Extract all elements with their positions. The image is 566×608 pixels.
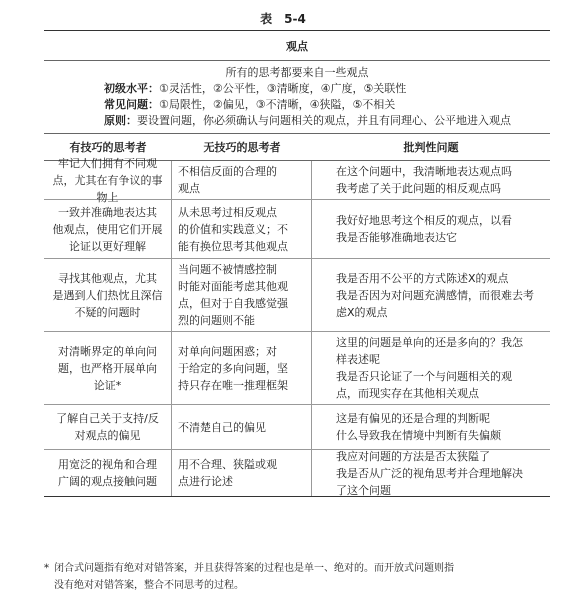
table-row bbox=[44, 332, 550, 405]
table-body bbox=[44, 156, 550, 497]
table-row bbox=[44, 156, 550, 204]
question-cell bbox=[312, 259, 550, 331]
table-title: 观点 bbox=[44, 31, 550, 61]
question-cell-line: 什么导致我在情境中判断有失偏颇 bbox=[336, 429, 501, 442]
skilled-cell-line: 他观点，使用它们开展 bbox=[52, 222, 163, 236]
unskilled-cell bbox=[172, 259, 312, 331]
question-cell-line: 我是否因为对问题充满感情，而很难去考 bbox=[336, 288, 534, 302]
skilled-cell-line: 用宽泛的视角和合理 bbox=[58, 458, 157, 471]
question-cell-line: 我是否只论证了一个与问题相关的观 bbox=[336, 370, 512, 383]
footnote-marker: * bbox=[44, 563, 49, 574]
question-cell bbox=[312, 450, 550, 496]
skilled-cell-line: 牢记人们拥有不同观 bbox=[58, 156, 157, 170]
table-intro bbox=[44, 61, 550, 134]
skilled-cell bbox=[44, 259, 172, 331]
skilled-cell-line: 对清晰界定的单向问 bbox=[58, 344, 157, 358]
question-cell bbox=[312, 161, 550, 199]
question-cell bbox=[312, 405, 550, 449]
skilled-cell-line: 寻找其他观点，尤其 bbox=[58, 271, 157, 285]
table-caption: 表 5-4 bbox=[260, 12, 306, 26]
unskilled-cell bbox=[172, 450, 312, 496]
skilled-cell-line: 广阔的观点接触问题 bbox=[58, 475, 157, 488]
unskilled-cell-line: 不清楚自己的偏见 bbox=[178, 420, 266, 434]
question-cell-line: 在这个问题中，我清晰地表达观点吗 bbox=[336, 165, 512, 178]
unskilled-cell-line: 点，但对于自我感觉强 bbox=[178, 297, 288, 310]
skilled-cell-line: 论证* bbox=[93, 378, 122, 392]
unskilled-cell-line: 持只存在唯一推理框架 bbox=[178, 378, 288, 392]
skilled-cell bbox=[44, 156, 172, 204]
unskilled-cell-line: 点进行论述 bbox=[178, 475, 233, 488]
skilled-cell bbox=[44, 405, 172, 449]
skilled-cell-line: 一致并准确地表达其 bbox=[58, 205, 157, 219]
footnote-line: 没有绝对对错答案，整合不同思考的过程。 bbox=[54, 580, 244, 591]
skilled-cell bbox=[44, 332, 172, 404]
question-cell-line: 样表述呢 bbox=[336, 353, 380, 366]
skilled-cell-line: 点，尤其在有争议的事物上 bbox=[52, 173, 163, 204]
unskilled-cell-line: 观点 bbox=[178, 182, 200, 195]
question-cell-line: 这是有偏见的还是合理的判断呢 bbox=[336, 412, 490, 425]
intro-issues: 常见问题：①局限性，②偏见，③不清晰，④狭隘，⑤不相关 bbox=[104, 98, 396, 111]
skilled-cell-line: 论证以更好理解 bbox=[69, 239, 146, 253]
unskilled-cell bbox=[172, 405, 312, 449]
question-cell-line: 我是否用不公平的方式陈述X的观点 bbox=[336, 271, 509, 285]
table-row bbox=[44, 405, 550, 450]
unskilled-cell bbox=[172, 332, 312, 404]
header-questions: 批判性问题 bbox=[403, 141, 459, 154]
question-cell-line: 了这个问题 bbox=[336, 483, 391, 497]
intro-lead: 所有的思考都要来自一些观点 bbox=[225, 66, 369, 79]
question-cell-line: 我应对问题的方法是否太狭隘了 bbox=[336, 449, 490, 463]
intro-level: 初级水平：①灵活性，②公平性，③清晰度，④广度，⑤关联性 bbox=[104, 82, 407, 95]
question-cell-line: 我考虑了关于此问题的相反观点吗 bbox=[336, 182, 501, 195]
unskilled-cell-line: 当问题不被情感控制 bbox=[178, 263, 277, 276]
unskilled-cell-line: 烈的问题则不能 bbox=[178, 314, 255, 327]
viewpoint-table bbox=[44, 30, 550, 497]
unskilled-cell-line: 能有换位思考其他观点 bbox=[178, 239, 288, 253]
unskilled-cell-line: 从未思考过相反观点 bbox=[178, 205, 277, 219]
unskilled-cell-line: 于给定的多向问题，坚 bbox=[178, 361, 288, 375]
header-unskilled: 无技巧的思考者 bbox=[203, 141, 281, 154]
footnote bbox=[44, 560, 554, 594]
table-row bbox=[44, 450, 550, 496]
skilled-cell-line: 题，也严格开展单向 bbox=[58, 361, 157, 375]
skilled-cell bbox=[44, 200, 172, 258]
unskilled-cell bbox=[172, 161, 312, 199]
unskilled-cell-line: 对单向问题困惑；对 bbox=[178, 344, 277, 358]
skilled-cell-line: 对观点的偏见 bbox=[74, 429, 141, 442]
unskilled-cell bbox=[172, 200, 312, 258]
skilled-cell-line: 是遇到人们热忱且深信 bbox=[52, 288, 163, 302]
table-row bbox=[44, 200, 550, 259]
unskilled-cell-line: 不相信反面的合理的 bbox=[178, 165, 277, 178]
intro-principle: 原则：要设置问题，你必须确认与问题相关的观点，并且有同理心、公平地进入观点 bbox=[104, 114, 511, 127]
header-skilled: 有技巧的思考者 bbox=[69, 141, 147, 154]
skilled-cell bbox=[44, 450, 172, 496]
footnote-line: 闭合式问题指有绝对对错答案，并且获得答案的过程也是单一、绝对的。而开放式问题则指 bbox=[54, 563, 454, 574]
unskilled-cell-line: 的价值和实践意义；不 bbox=[178, 222, 288, 236]
table-row bbox=[44, 259, 550, 332]
skilled-cell-line: 了解自己关于支持/反 bbox=[56, 412, 159, 425]
question-cell-line: 虑X的观点 bbox=[336, 305, 388, 319]
question-cell-line: 点，而现实存在其他相关观点 bbox=[336, 387, 479, 400]
question-cell bbox=[312, 332, 550, 404]
question-cell-line: 我好好地思考这个相反的观点，以看 bbox=[336, 214, 512, 227]
unskilled-cell-line: 用不合理、狭隘或观 bbox=[178, 458, 277, 471]
skilled-cell-line: 不疑的问题时 bbox=[74, 305, 141, 319]
question-cell-line: 这里的问题是单向的还是多向的？我怎 bbox=[336, 336, 523, 349]
question-cell-line: 我是否能够准确地表达它 bbox=[336, 231, 457, 244]
question-cell bbox=[312, 200, 550, 258]
unskilled-cell-line: 时能对面能考虑其他观 bbox=[178, 280, 288, 293]
question-cell-line: 我是否从广泛的视角思考并合理地解决 bbox=[336, 466, 523, 480]
